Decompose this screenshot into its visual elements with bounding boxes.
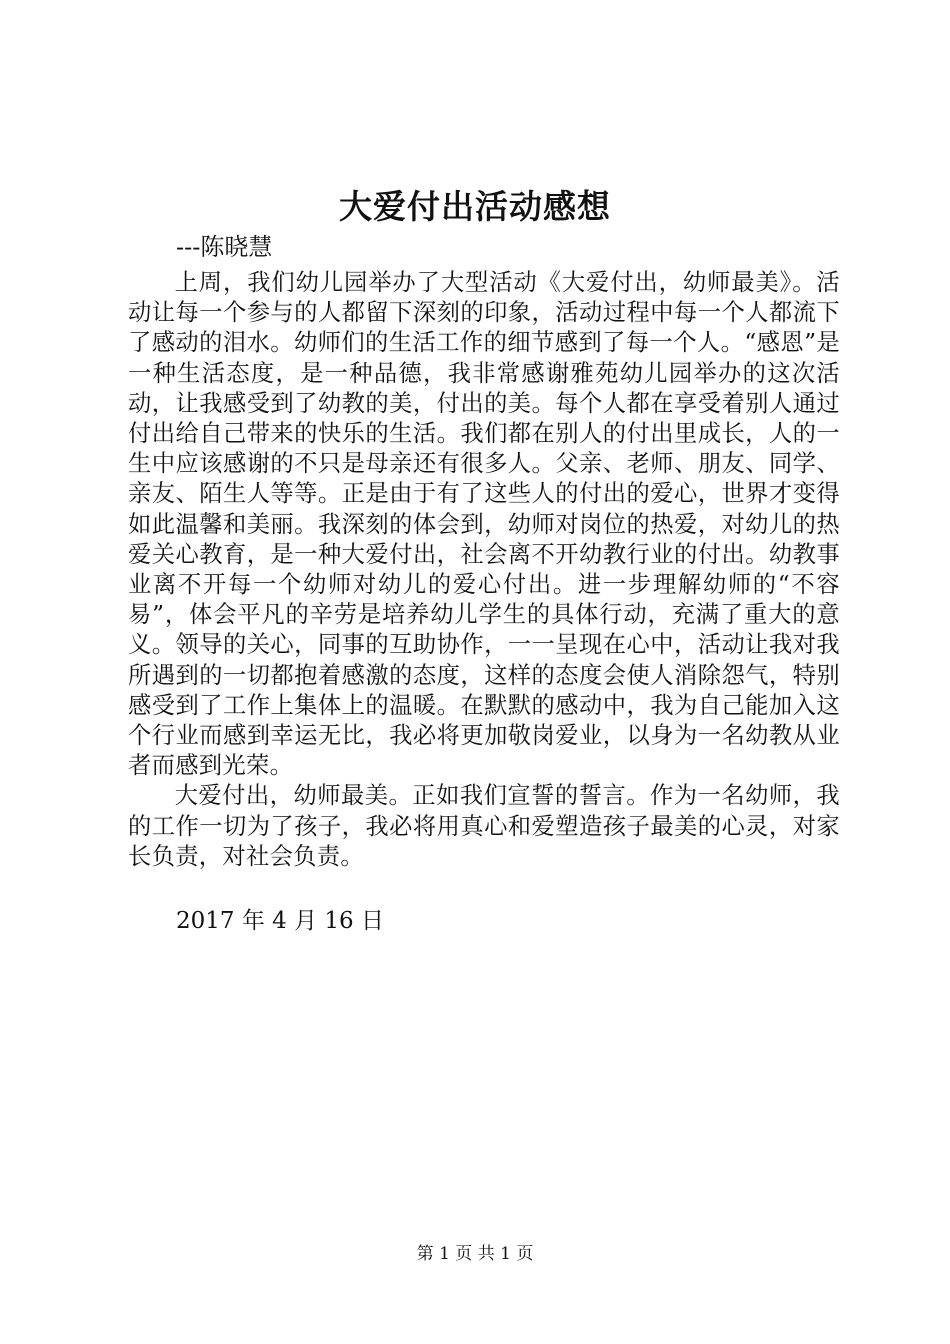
article-body [128,268,840,872]
author-line: ---陈晓慧 [176,233,273,261]
page-footer: 第 1 页 共 1 页 [416,1244,534,1264]
page-title: 大爱付出活动感想 [339,187,611,226]
date-line: 2017 年 4 月 16 日 [176,908,384,934]
paragraph-2: 大爱付出，幼师最美。正如我们宣誓的誓言。作为一名幼师，我的工作一切为了孩子，我必将用真心和爱塑造孩子最美的心灵，对家长负责，对社会负责。 [128,782,840,870]
paragraph-1: 上周，我们幼儿园举办了大型活动《大爱付出，幼师最美》。活动让每一个参与的人都留下深刻的印象，活动过程中每一个人都流下了感动的泪水。幼师们的生活工作的细节感到了每一个人。“感恩”是一种生活态度，是一种品德，我非常感谢雅苑幼儿园举办的这次活动，让我感受到了幼教的美，付出的美。每个人都在享受着别人通过付出给自己带来的快乐的生活。我们都在别人的付出里成长，人的一生中应该感谢的不只是母亲还有很多人。父亲、老师、朋友、同学、亲友、陌生人等等。正是由于有了这些人的付出的爱心，世界才变得如此温馨和美丽。我深刻的体会到，幼师对岗位的热爱，对幼儿的热爱关心教育，是一种大爱付出，社会离不开幼教行业的付出。幼教事业离不开每一个幼师对幼儿的爱心付出。进一步理解幼师的“不容易”，体会平凡的辛劳是培养幼儿学生的具体行动，充满了重大的意义。领导的关心，同事的互助协作，一一呈现在心中，活动让我对我所遇到的一切都抱着感激的态度，这样的态度会使人消除怨气，特别感受到了工作上集体上的温暖。在默默的感动中，我为自己能加入这个行业而感到幸运无比，我必将更加敬岗爱业，以身为一名幼教从业者而感到光荣。 [128,269,840,780]
